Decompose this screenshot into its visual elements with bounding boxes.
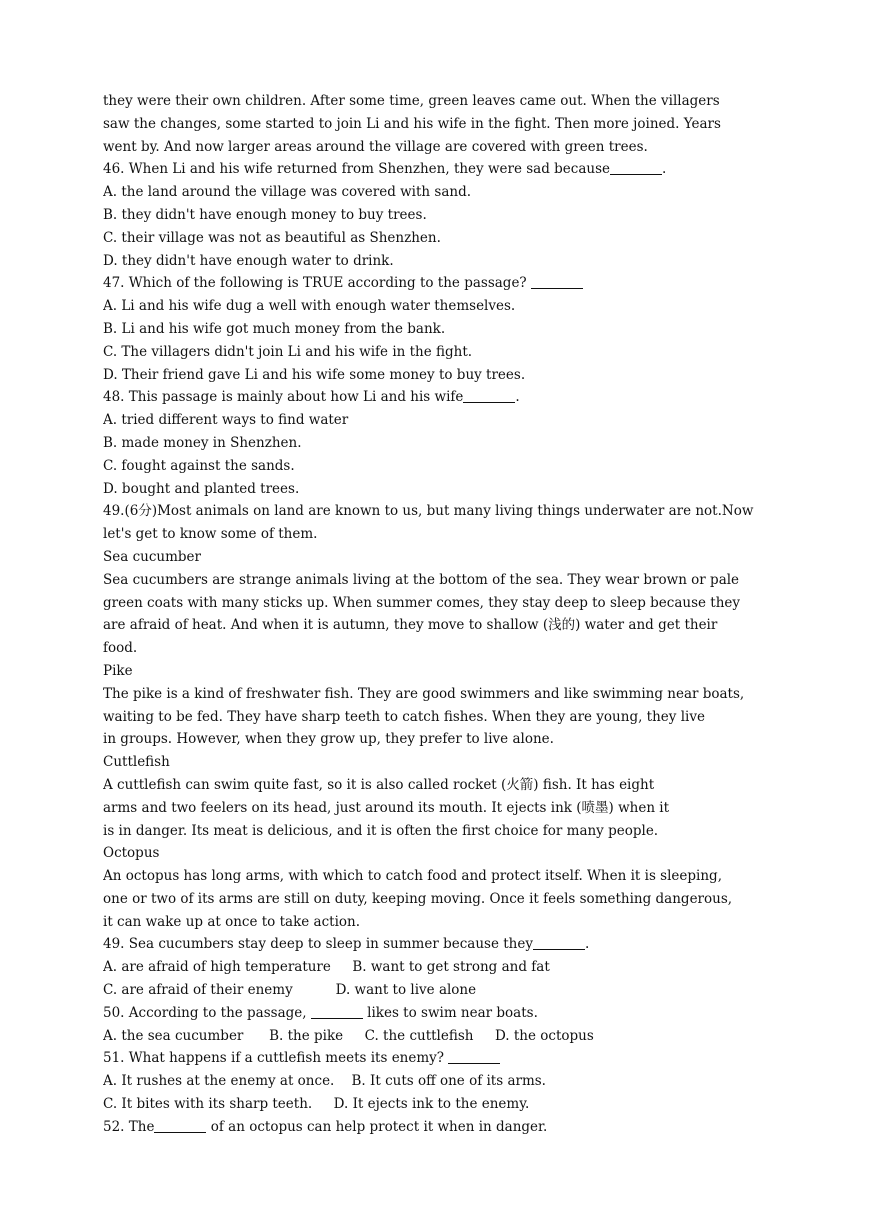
- section-heading: Octopus: [103, 845, 160, 862]
- answer-blank: [311, 1004, 363, 1019]
- option-line: B. made money in Shenzhen.: [103, 434, 302, 451]
- answer-blank: [463, 388, 515, 403]
- answer-blank: [610, 160, 662, 175]
- option-line: A. the sea cucumber B. the pike C. the cuttlefish D. the octopus: [103, 1027, 594, 1044]
- option-line: C. their village was not as beautiful as Shenzhen.: [103, 229, 441, 246]
- passage-line: green coats with many sticks up. When summer comes, they stay deep to sleep because they: [103, 594, 741, 611]
- passage-line: saw the changes, some started to join Li and his wife in the fight. Then more joined. Years: [103, 115, 721, 132]
- answer-blank: [531, 274, 583, 289]
- question-52: 52. The of an octopus can help protect it when in danger.: [103, 1118, 548, 1135]
- passage-line: in groups. However, when they grow up, they prefer to live alone.: [103, 731, 554, 748]
- option-line: B. Li and his wife got much money from the bank.: [103, 320, 446, 337]
- question-47: 47. Which of the following is TRUE according to the passage?: [103, 272, 773, 295]
- passage-line: let's get to know some of them.: [103, 526, 318, 543]
- option-line: D. Their friend gave Li and his wife some money to buy trees.: [103, 366, 526, 383]
- passage-line: food.: [103, 640, 138, 657]
- section-heading: Cuttlefish: [103, 754, 170, 771]
- question-51: 51. What happens if a cuttlefish meets its enemy?: [103, 1047, 773, 1070]
- exam-page: [103, 90, 773, 1139]
- answer-blank: [448, 1049, 500, 1064]
- passage-line: 49.(6分)Most animals on land are known to us, but many living things underwater are not.Now: [103, 503, 754, 520]
- passage-line: A cuttlefish can swim quite fast, so it is also called rocket (火箭) fish. It has eight: [103, 776, 655, 793]
- option-line: C. fought against the sands.: [103, 457, 295, 474]
- option-line: A. It rushes at the enemy at once. B. It cuts off one of its arms.: [103, 1073, 546, 1090]
- option-line: A. Li and his wife dug a well with enough water themselves.: [103, 298, 516, 315]
- passage-line: Sea cucumbers are strange animals living at the bottom of the sea. They wear brown or pale: [103, 571, 740, 588]
- answer-blank: [533, 935, 585, 950]
- option-line: D. bought and planted trees.: [103, 480, 300, 497]
- passage-line: The pike is a kind of freshwater fish. They are good swimmers and like swimming near boats,: [103, 685, 745, 702]
- passage-line: one or two of its arms are still on duty, keeping moving. Once it feels something dangerous,: [103, 890, 733, 907]
- question-48: 48. This passage is mainly about how Li and his wife .: [103, 389, 520, 406]
- passage-line: arms and two feelers on its head, just around its mouth. It ejects ink (喷墨) when it: [103, 799, 670, 816]
- option-line: A. tried different ways to find water: [103, 412, 349, 429]
- passage-line: An octopus has long arms, with which to catch food and protect itself. When it is sleeping,: [103, 868, 722, 885]
- question-49: 49. Sea cucumbers stay deep to sleep in summer because they .: [103, 936, 590, 953]
- option-line: A. are afraid of high temperature B. want to get strong and fat: [103, 959, 550, 976]
- passage-line: are afraid of heat. And when it is autumn, they move to shallow (浅的) water and get their: [103, 617, 718, 634]
- question-46: 46. When Li and his wife returned from Shenzhen, they were sad because .: [103, 161, 667, 178]
- option-line: C. are afraid of their enemy D. want to live alone: [103, 982, 477, 999]
- passage-line: it can wake up at once to take action.: [103, 913, 360, 930]
- passage-line: is in danger. Its meat is delicious, and it is often the first choice for many people.: [103, 822, 659, 839]
- option-line: B. they didn't have enough money to buy trees.: [103, 206, 427, 223]
- passage-line: went by. And now larger areas around the village are covered with green trees.: [103, 138, 648, 155]
- question-50: 50. According to the passage, likes to swim near boats.: [103, 1004, 538, 1021]
- passage-line: waiting to be fed. They have sharp teeth to catch fishes. When they are young, they live: [103, 708, 705, 725]
- option-line: A. the land around the village was covered with sand.: [103, 184, 472, 201]
- passage-line: they were their own children. After some time, green leaves came out. When the villagers: [103, 93, 720, 109]
- section-heading: Pike: [103, 662, 133, 679]
- option-line: C. It bites with its sharp teeth. D. It ejects ink to the enemy.: [103, 1096, 530, 1113]
- option-line: D. they didn't have enough water to drink.: [103, 252, 394, 269]
- section-heading: Sea cucumber: [103, 548, 201, 565]
- option-line: C. The villagers didn't join Li and his wife in the fight.: [103, 343, 473, 360]
- answer-blank: [154, 1118, 206, 1133]
